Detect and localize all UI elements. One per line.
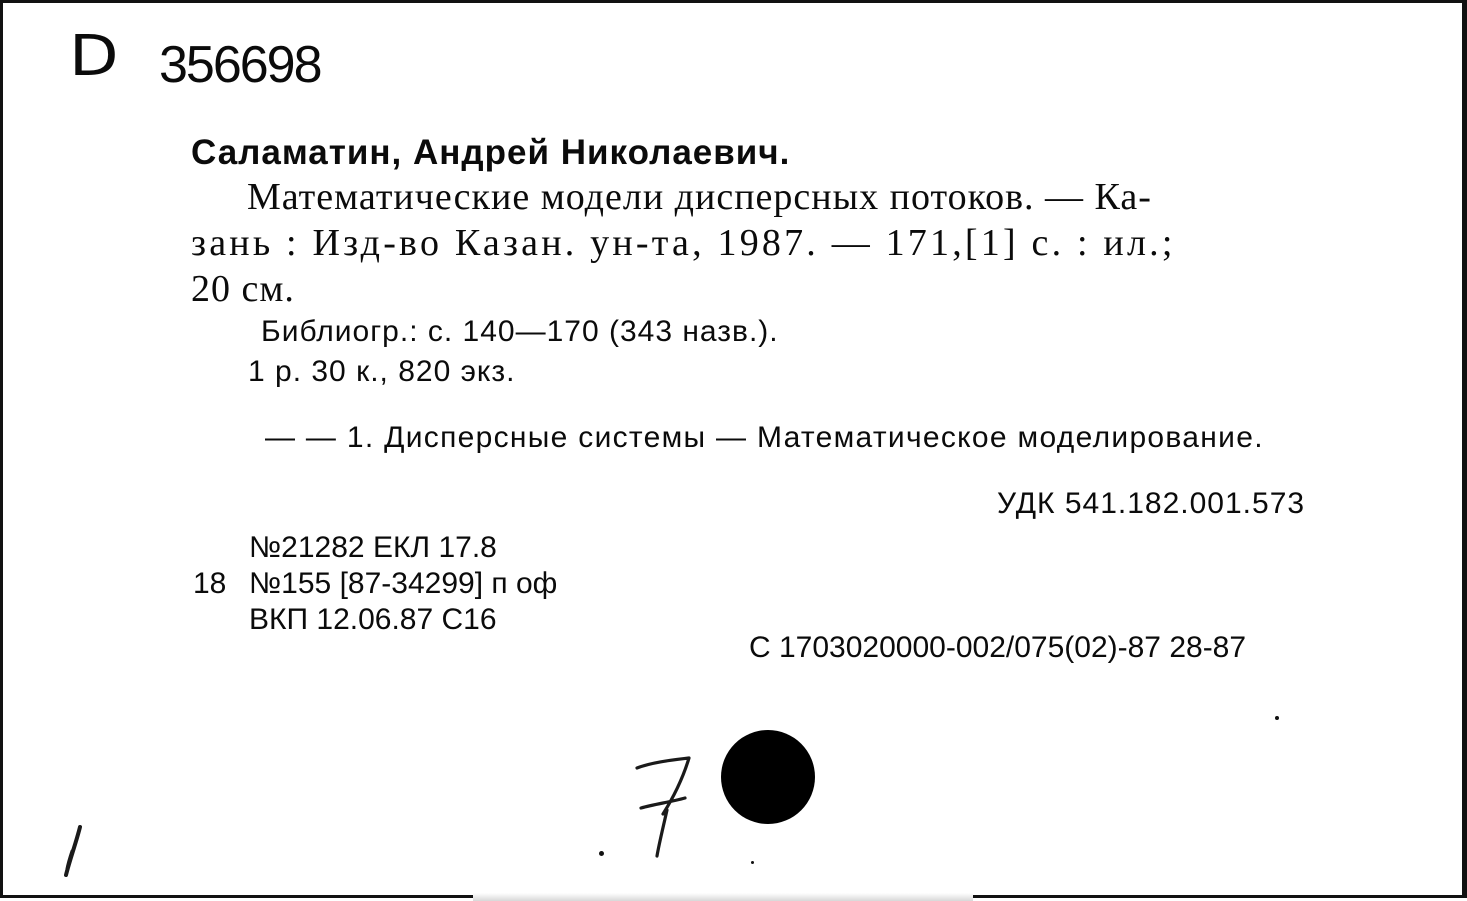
- black-dot-mark: [721, 730, 815, 824]
- scan-shadow: [473, 893, 973, 901]
- pencil-tick-mark: [58, 823, 88, 883]
- author-name: Саламатин, Андрей Николаевич.: [191, 133, 791, 172]
- index-code: С 1703020000-002/075(02)-87 28-87: [749, 631, 1247, 664]
- ink-speck: [1275, 716, 1279, 720]
- registry-prefix: 18: [193, 567, 227, 600]
- price-and-copies: 1 р. 30 к., 820 экз.: [248, 355, 516, 388]
- ink-speck: [751, 861, 754, 864]
- stamp-number: 356698: [159, 36, 321, 94]
- title-line-1: Математические модели дисперсных потоков. — Ка-: [247, 176, 1152, 218]
- title-line-3: 20 см.: [191, 268, 295, 310]
- registry-line-1: №21282 ЕКЛ 17.8: [249, 531, 497, 564]
- registry-line-2: №155 [87-34299] п оф: [249, 567, 558, 600]
- stamp-letter: D: [69, 24, 119, 89]
- udc-code: УДК 541.182.001.573: [997, 487, 1306, 520]
- title-line-2: зань : Изд-во Казан. ун-та, 1987. — 171,[1] с. : ил.;: [191, 222, 1176, 264]
- registry-line-3: ВКП 12.06.87 С16: [249, 603, 497, 636]
- ink-speck: [599, 851, 604, 856]
- bibliography-note: Библиогр.: с. 140—170 (343 назв.).: [261, 315, 779, 348]
- handwritten-seven-mark: [623, 748, 713, 868]
- subject-heading: — — 1. Дисперсные системы — Математическое моделирование.: [265, 421, 1264, 454]
